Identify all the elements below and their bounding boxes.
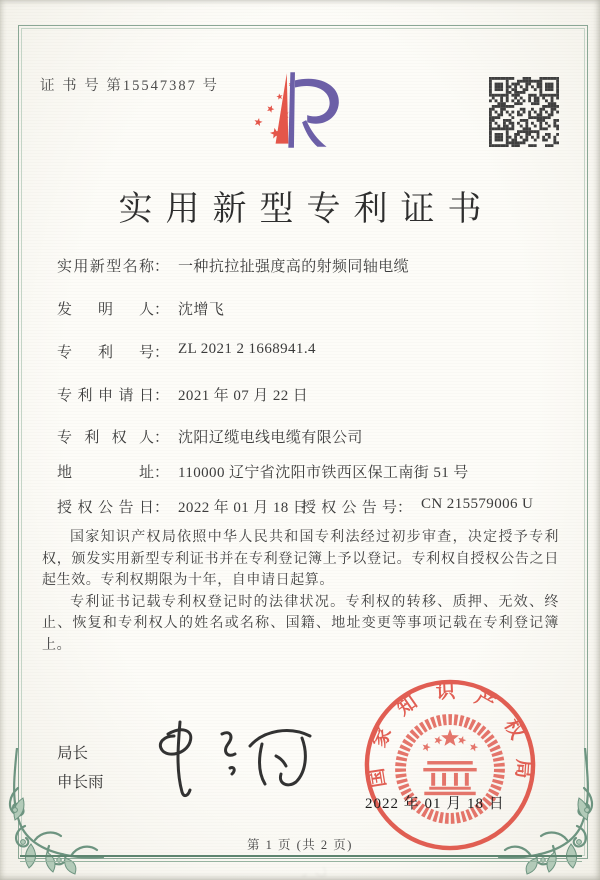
cnipa-logo-icon bbox=[246, 68, 348, 154]
certificate-title: 实用新型专利证书 bbox=[118, 191, 495, 228]
field-value: 沈增飞 bbox=[178, 302, 225, 318]
field-label: 专利号 bbox=[57, 345, 154, 361]
field-row-grant-date bbox=[57, 496, 562, 517]
certificate-number: 证 书 号 第15547387 号 bbox=[40, 78, 219, 94]
field-value: 一种抗拉扯强度高的射频同轴电缆 bbox=[178, 259, 410, 275]
field-label: 授权公告号 bbox=[301, 500, 397, 516]
officer-name: 申长雨 bbox=[57, 774, 104, 791]
field-row-filing-date bbox=[57, 384, 562, 405]
field-value: 沈阳辽缆电线电缆有限公司 bbox=[178, 430, 363, 446]
ink-bleed-through bbox=[248, 863, 378, 879]
bottom-rule bbox=[20, 855, 582, 862]
field-row-patentee bbox=[57, 426, 562, 447]
field-colon: ： bbox=[154, 345, 170, 361]
field-colon: ： bbox=[154, 500, 170, 516]
officer-title: 局长 bbox=[57, 745, 89, 762]
field-colon: ： bbox=[154, 388, 170, 404]
field-colon: ： bbox=[154, 465, 170, 481]
field-label: 专利权人 bbox=[57, 430, 154, 446]
legal-paragraph-1: 国家知识产权局依照中华人民共和国专利法经过初步审查，决定授予专利权，颁发实用新型专利证书并在专利登记簿上予以登记。专利权自授权公告之日起生效。专利权期限为十年，自申请日起算。 bbox=[42, 530, 559, 588]
legal-text-block bbox=[42, 527, 559, 656]
qr-code-icon bbox=[489, 77, 559, 147]
field-row-inventor bbox=[57, 298, 562, 319]
field-row-name bbox=[57, 255, 562, 276]
field-value: 2021 年 07 月 22 日 bbox=[178, 388, 309, 404]
field-label: 授权公告日 bbox=[57, 500, 154, 516]
field-row-patent-no bbox=[57, 341, 562, 362]
seal-date: 2022 年 01 月 18 日 bbox=[365, 796, 505, 812]
field-colon: ： bbox=[154, 302, 170, 318]
field-value: 2022 年 01 月 18 日 bbox=[178, 500, 309, 516]
field-grant-number bbox=[301, 496, 533, 517]
field-value: CN 215579006 U bbox=[421, 496, 534, 512]
field-label: 地址 bbox=[57, 465, 154, 481]
field-colon: ： bbox=[154, 259, 170, 275]
field-row-address bbox=[57, 461, 562, 482]
field-label: 实用新型名称 bbox=[57, 259, 154, 275]
field-value: ZL 2021 2 1668941.4 bbox=[178, 341, 316, 357]
page-number: 第 1 页 (共 2 页) bbox=[247, 838, 353, 852]
seal-ring-text: 国家知识产权局 bbox=[366, 681, 534, 789]
field-colon: ： bbox=[397, 500, 413, 516]
field-label: 专利申请日 bbox=[57, 388, 154, 404]
field-value: 110000 辽宁省沈阳市铁西区保工南街 51 号 bbox=[178, 465, 469, 481]
legal-paragraph-2: 专利证书记载专利权登记时的法律状况。专利权的转移、质押、无效、终止、恢复和专利权人的姓名或名称、国籍、地址变更等事项记载在专利登记簿上。 bbox=[42, 594, 559, 653]
field-colon: ： bbox=[154, 430, 170, 446]
field-label: 发明人 bbox=[57, 302, 154, 318]
director-signature-icon bbox=[138, 712, 328, 807]
